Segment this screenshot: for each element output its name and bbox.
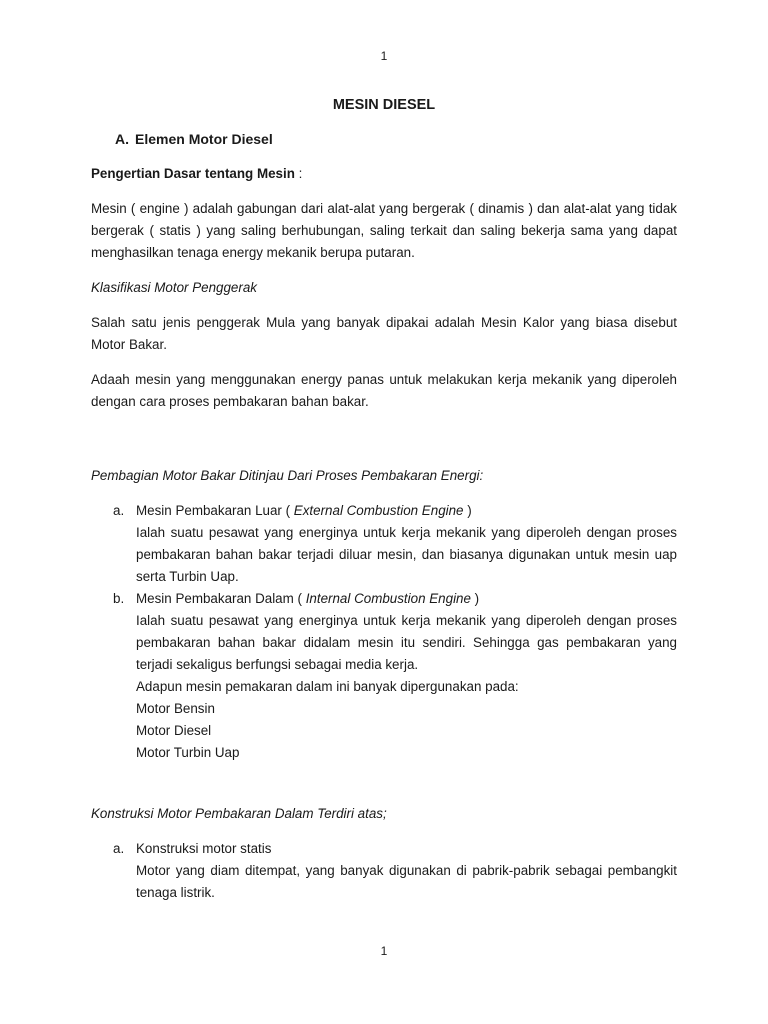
title-emphasis: External Combustion Engine — [293, 503, 464, 518]
list-marker: a. — [113, 841, 125, 856]
list-marker: b. — [113, 591, 125, 606]
title-prefix: Mesin Pembakaran Luar ( — [136, 503, 294, 518]
definition-paragraph: Mesin ( engine ) adalah gabungan dari alat-alat yang bergerak ( dinamis ) dan alat-alat yang tidak bergerak ( statis ) yang saling berhubungan, saling terkait dan saling bekerja sama yang dapat menghasilkan tenaga energy mekanik berupa putaran. — [91, 201, 677, 260]
page-number-top: 1 — [380, 49, 388, 63]
title-prefix: Mesin Pembakaran Dalam ( — [136, 591, 306, 606]
division-heading: Pembagian Motor Bakar Ditinjau Dari Proses Pembakaran Energi: — [91, 468, 484, 483]
list-marker: a. — [113, 503, 125, 518]
list-item-title — [136, 500, 677, 522]
list-item — [91, 838, 677, 904]
list-item-body: Ialah suatu pesawat yang energinya untuk kerja mekanik yang diperoleh dengan proses pembakaran bahan bakar didalam mesin itu sendiri. Sehingga gas pembakaran yang terjadi sekaligus berfungsi sebagai media kerja. — [136, 613, 677, 672]
list-item-body: Ialah suatu pesawat yang energinya untuk kerja mekanik yang diperoleh dengan proses pembakaran bahan bakar terjadi diluar mesin, dan biasanya digunakan untuk mesin uap serta Turbin Uap. — [136, 525, 677, 584]
construction-heading: Konstruksi Motor Pembakaran Dalam Terdiri atas; — [91, 806, 387, 821]
list-item-title — [136, 588, 677, 610]
section-heading-a — [115, 128, 677, 150]
definition-heading-text: Pengertian Dasar tentang Mesin — [91, 166, 295, 181]
section-letter: A. — [115, 131, 129, 147]
section-label: Elemen Motor Diesel — [135, 131, 273, 147]
classification-heading: Klasifikasi Motor Penggerak — [91, 280, 257, 295]
definition-heading — [91, 163, 677, 185]
construction-list — [91, 838, 677, 904]
spacer — [91, 426, 677, 465]
title-suffix: ) — [463, 503, 472, 518]
spacer — [91, 764, 677, 803]
document-body — [91, 94, 677, 904]
list-item — [91, 588, 677, 764]
list-item — [91, 500, 677, 588]
definition-heading-suffix: : — [294, 166, 303, 181]
list-item-title: Konstruksi motor statis — [136, 841, 272, 856]
list-item-body: Motor yang diam ditempat, yang banyak digunakan di pabrik-pabrik sebagai pembangkit tenaga listrik. — [136, 863, 677, 900]
engine-type-item: Motor Diesel — [136, 723, 212, 738]
engine-type-item: Motor Bensin — [136, 701, 215, 716]
classification-paragraph-2: Adaah mesin yang menggunakan energy panas untuk melakukan kerja mekanik yang diperoleh dengan cara proses pembakaran bahan bakar. — [91, 372, 677, 409]
list-item-extra-intro: Adapun mesin pemakaran dalam ini banyak dipergunakan pada: — [136, 679, 519, 694]
title-emphasis: Internal Combustion Engine — [305, 591, 471, 606]
division-list — [91, 500, 677, 764]
document-title: MESIN DIESEL — [332, 97, 436, 113]
engine-type-item: Motor Turbin Uap — [136, 745, 240, 760]
classification-paragraph-1: Salah satu jenis penggerak Mula yang banyak dipakai adalah Mesin Kalor yang biasa disebut Motor Bakar. — [91, 315, 677, 352]
page-number-bottom: 1 — [380, 944, 388, 958]
title-suffix: ) — [470, 591, 480, 606]
